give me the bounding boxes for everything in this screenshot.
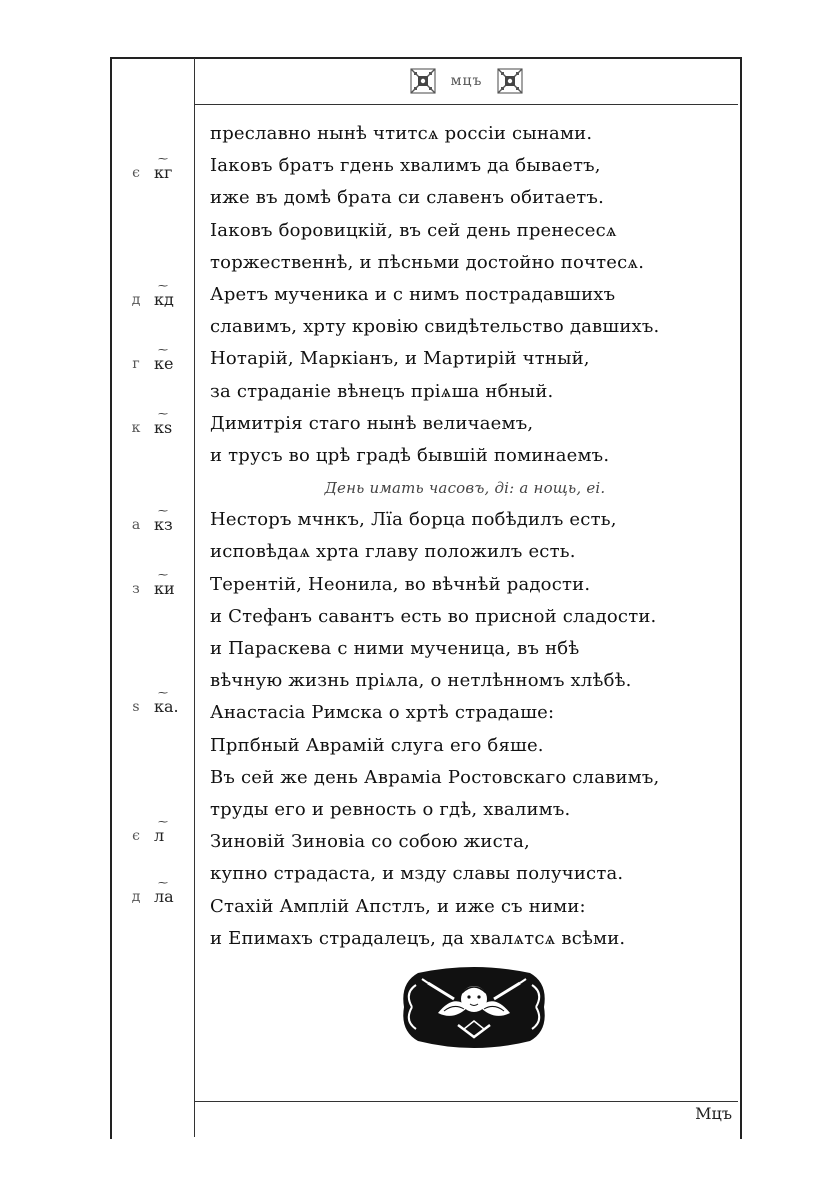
weekday-letter: к: [131, 420, 141, 436]
date-mark: [110, 878, 194, 913]
verse-line: и Епимахъ страдалецъ, да хвалѧтсѧ всѣми.: [210, 927, 626, 949]
date-mark: [110, 817, 194, 852]
header-rule: [195, 104, 738, 105]
weekday-letter: д: [131, 292, 141, 308]
verse-line: торжественнѣ, и пѣсньми достойно почтесѧ.: [210, 251, 645, 273]
weekday-letter: з: [132, 581, 140, 597]
verse-line: купно страдаста, и мзду славы получиста.: [210, 863, 624, 885]
weekday-letter: д: [131, 889, 141, 905]
titlo-icon: ⁓: [158, 817, 168, 828]
titlo-icon: ⁓: [158, 570, 168, 581]
header-title: мцъ: [450, 73, 483, 89]
date-mark: [110, 570, 194, 605]
ornament-left-icon: [409, 67, 437, 95]
verse-line: и трусъ во црѣ градѣ бывшій поминаемъ.: [210, 444, 610, 466]
day-number: ла: [154, 887, 174, 906]
titlo-icon: ⁓: [158, 281, 168, 292]
day-number: ке: [154, 354, 174, 373]
footer-rule: [195, 1101, 738, 1102]
verse-line: Іаковъ братъ гдень хвалимъ да бываетъ,: [210, 155, 601, 177]
weekday-letter: г: [132, 356, 140, 372]
verse-line: Нотарій, Маркіанъ, и Мартирій чтный,: [210, 348, 590, 370]
verse-line: Стахій Амплій Апстлъ, и иже съ ними:: [210, 895, 586, 917]
verse-line: Аретъ мученика и с нимъ пострадавшихъ: [210, 283, 616, 305]
verse-line: Іаковъ боровицкій, въ сей день пренесесѧ: [210, 219, 617, 241]
margin-column: [110, 0, 194, 1191]
titlo-icon: ⁓: [158, 506, 168, 517]
date-mark: [110, 409, 194, 444]
verse-line: Анастасіа Римска о хртѣ страдаше:: [210, 702, 555, 724]
date-mark: [110, 506, 194, 541]
verse-text: [210, 118, 730, 955]
date-mark: [110, 154, 194, 189]
catchword: Мцъ: [695, 1104, 732, 1123]
verse-line: за страданіе вѣнецъ пріѧша нбный.: [210, 380, 554, 402]
verse-line: Прпбный Аврамій слуга его бяше.: [210, 734, 544, 756]
verse-line: Въ сей же день Авраміа Ростовскаго славимъ,: [210, 766, 660, 788]
running-header: [195, 58, 738, 104]
ornament-right-icon: [496, 67, 524, 95]
weekday-letter: ѕ: [132, 699, 140, 715]
titlo-icon: ⁓: [158, 154, 168, 165]
weekday-letter: є: [132, 165, 140, 181]
verse-line: вѣчную жизнь пріѧла, о нетлѣнномъ хлѣбѣ.: [210, 670, 632, 692]
titlo-icon: ⁓: [158, 688, 168, 699]
day-number: кз: [154, 515, 173, 534]
titlo-icon: ⁓: [158, 409, 168, 420]
date-mark: [110, 345, 194, 380]
titlo-icon: ⁓: [158, 345, 168, 356]
margin-column-rule: [194, 58, 195, 1137]
verse-line: Терентій, Неонила, во вѣчнѣй радости.: [210, 573, 591, 595]
day-number: кд: [154, 290, 174, 309]
verse-line: Димитрія стаго нынѣ величаемъ,: [210, 412, 534, 434]
cherub-vignette-icon: [398, 963, 550, 1051]
day-number: кѕ: [154, 418, 173, 437]
day-number: л: [154, 826, 165, 845]
verse-line: и Параскева с ними мученица, въ нбѣ: [210, 638, 580, 659]
date-mark: [110, 688, 194, 723]
verse-line: исповѣдаѧ хрта главу положилъ есть.: [210, 541, 576, 563]
weekday-letter: є: [132, 828, 140, 844]
titlo-icon: ⁓: [158, 878, 168, 889]
date-mark: [110, 281, 194, 316]
day-number: ка.: [154, 697, 179, 716]
verse-line: славимъ, хрту кровію свидѣтельство давшихъ.: [210, 316, 660, 338]
day-length-note: День имать часовъ, ді: а нощь, еі.: [324, 479, 606, 498]
day-number: кг: [154, 163, 173, 182]
weekday-letter: а: [131, 517, 141, 533]
verse-line: иже въ домѣ брата си славенъ обитаетъ.: [210, 187, 604, 209]
verse-line: труды его и ревность о гдѣ, хвалимъ.: [210, 798, 571, 820]
day-number: ки: [154, 579, 175, 598]
verse-line: Зиновій Зиновіа со собою жиста,: [210, 831, 530, 853]
verse-line: преславно нынѣ чтитсѧ россіи сынами.: [210, 123, 593, 144]
verse-line: и Стефанъ савантъ есть во присной сладости.: [210, 605, 657, 627]
verse-line: Несторъ мчнкъ, Лїа борца побѣдилъ есть,: [210, 509, 617, 531]
